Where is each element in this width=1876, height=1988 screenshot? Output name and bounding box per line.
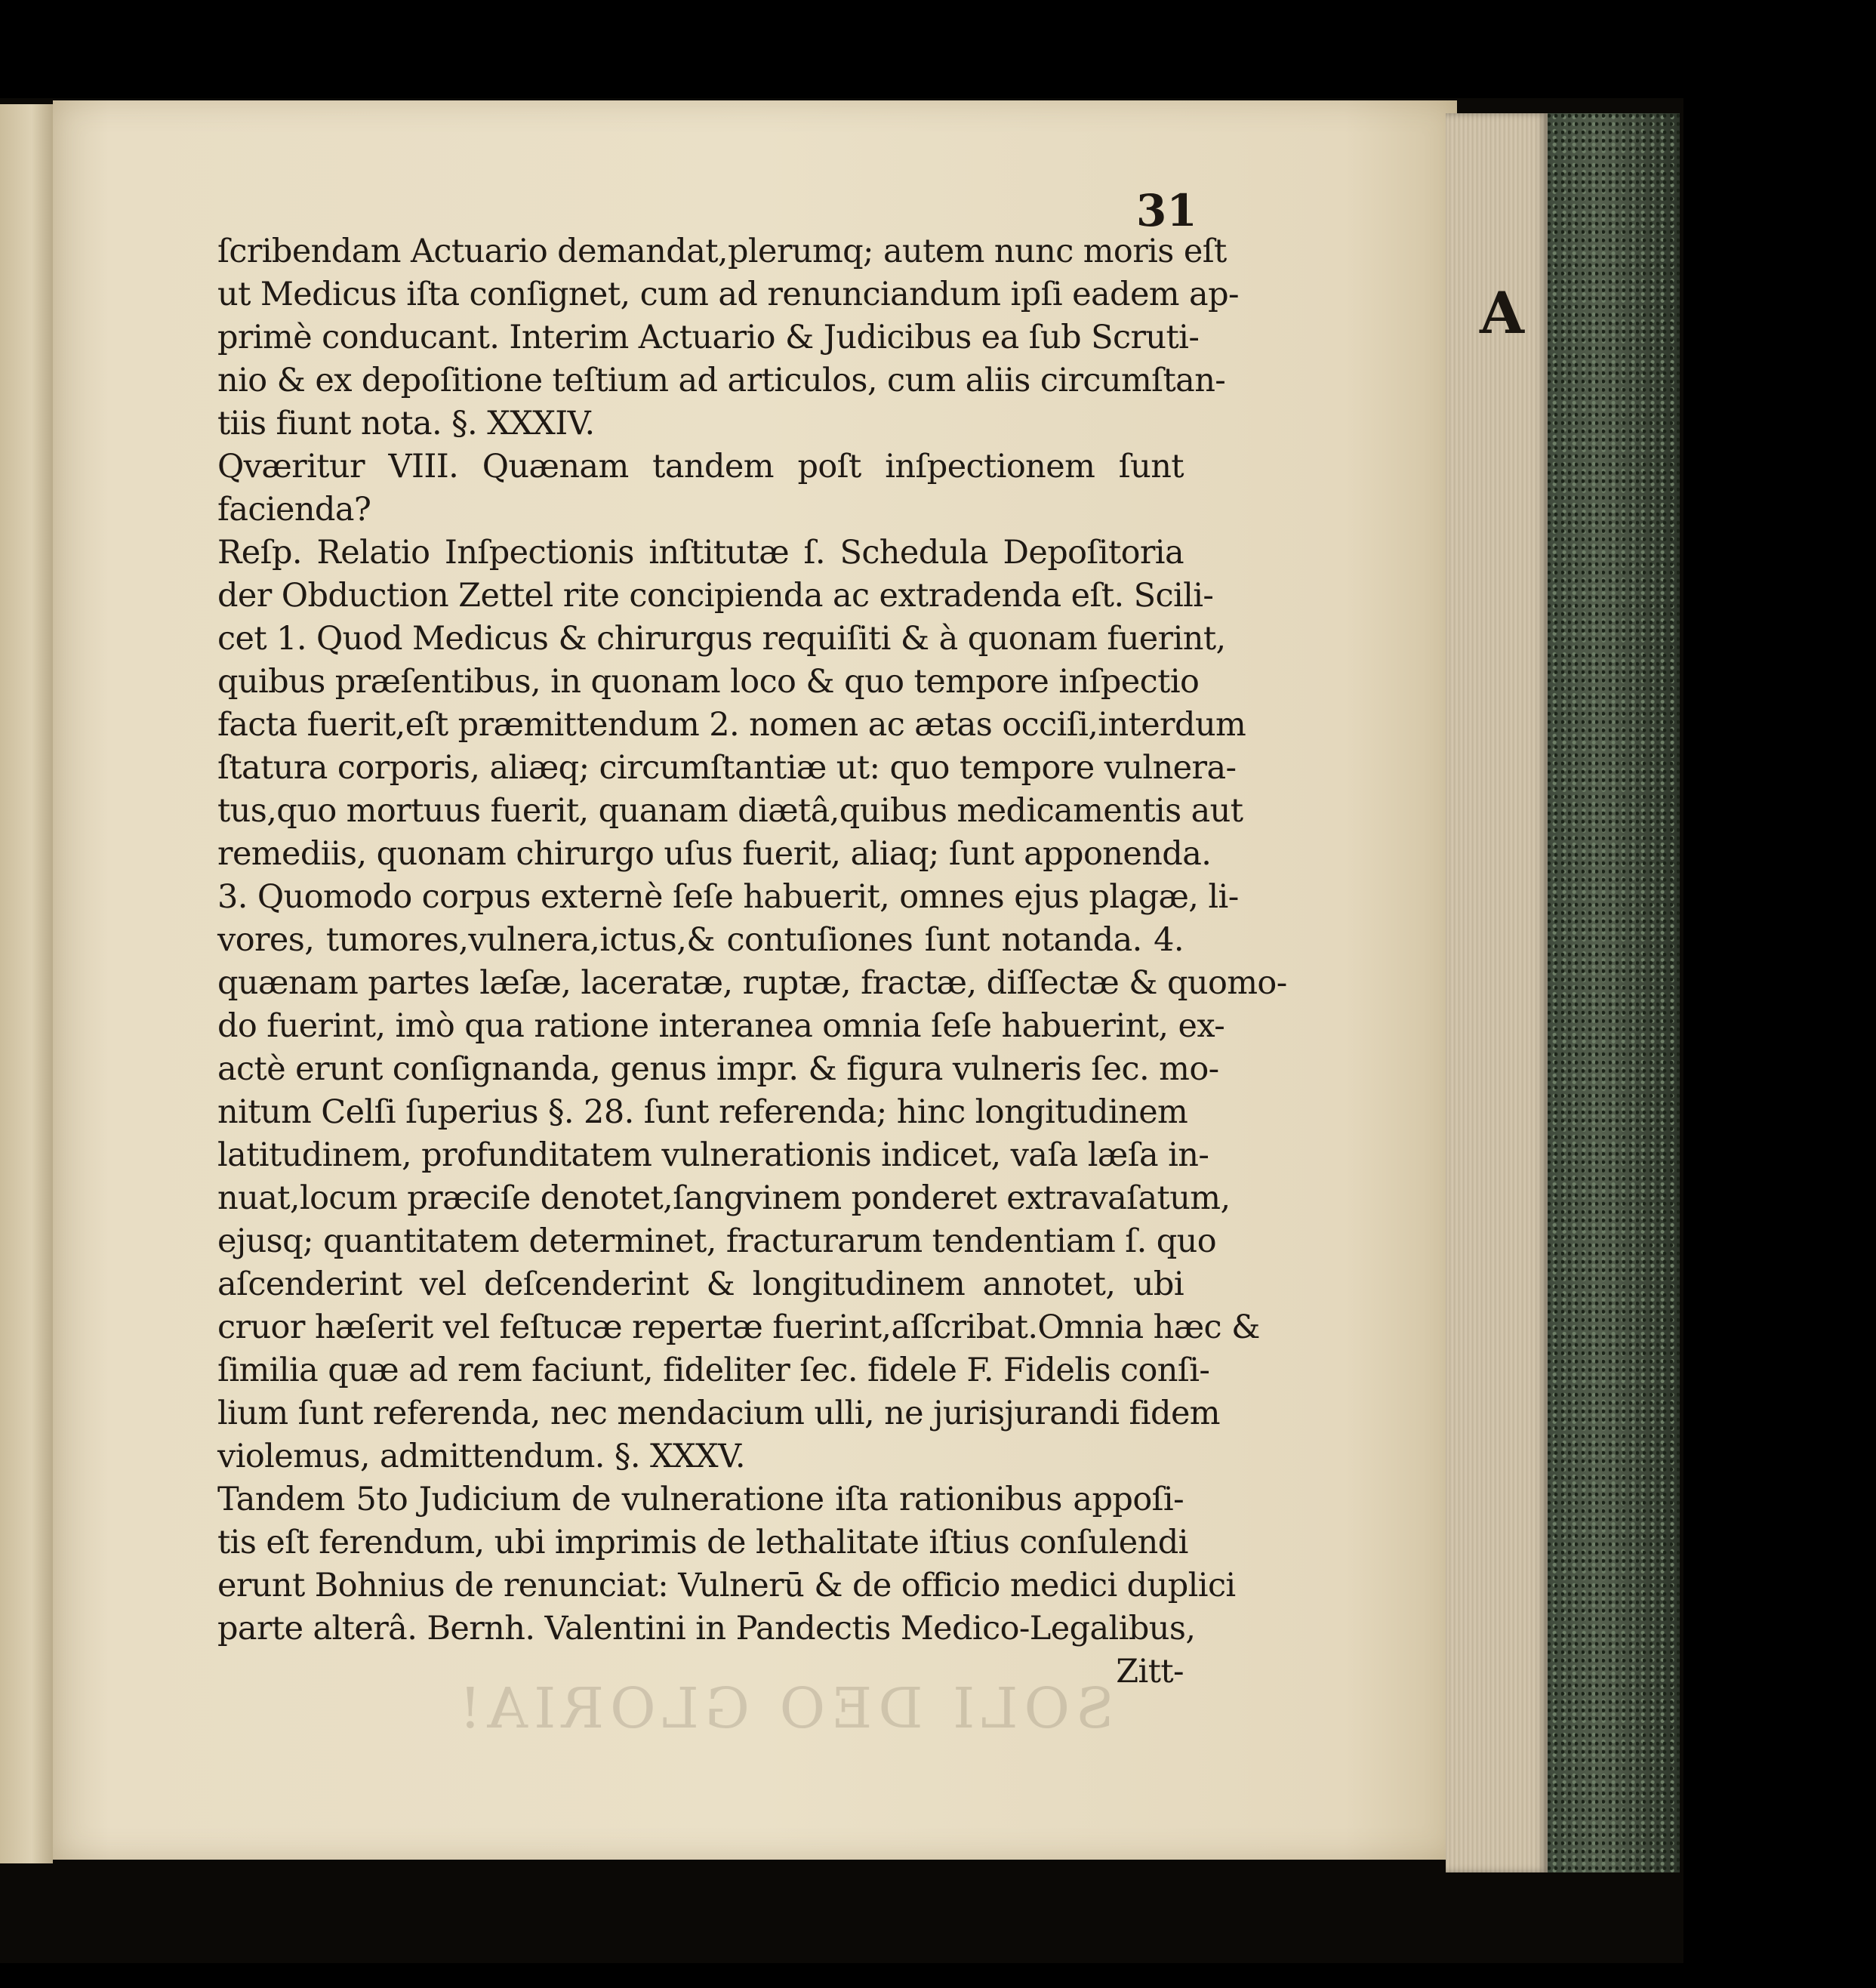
text-line: nuat,locum præciſe denotet,ſangvinem ponderet extravaſatum, — [217, 1179, 1231, 1217]
text-line: cruor hæſerit vel feſtucæ repertæ fuerint,aſſcribat.Omnia hæc & — [217, 1308, 1260, 1346]
text-line: Tandem 5to Judicium de vulneratione iſta rationibus appoſi- — [217, 1481, 1184, 1518]
text-line: tiis fiunt nota. §. XXXIV. — [217, 405, 595, 442]
text-line: actè erunt conſignanda, genus impr. & figura vulneris ſec. mo- — [217, 1050, 1219, 1088]
body-text — [217, 230, 1287, 1694]
text-line: der Obduction Zettel rite concipienda ac extradenda eſt. Scili- — [217, 577, 1214, 615]
bleed-through-text: SOLI DEO GLORIA! — [453, 1676, 1114, 1741]
text-line: ejusq; quantitatem determinet, fracturarum tendentiam ſ. quo — [217, 1222, 1217, 1260]
signature-mark: A — [1480, 279, 1524, 347]
text-line: Reſp. Relatio Inſpectionis inſtitutæ ſ. Schedula Depoſitoria — [217, 534, 1184, 572]
text-line: erunt Bohnius de renunciat: Vulnerū & de officio medici duplici — [217, 1567, 1236, 1604]
text-line: quibus præſentibus, in quonam loco & quo tempore inſpectio — [217, 663, 1200, 701]
text-line: ut Medicus iſta conſignet, cum ad renunciandum ipſi eadem ap- — [217, 276, 1239, 313]
text-line: latitudinem, profunditatem vulnerationis indicet, vaſa læſa in- — [217, 1136, 1209, 1174]
text-line: 3. Quomodo corpus externè ſeſe habuerit, omnes ejus plagæ, li- — [217, 878, 1239, 916]
text-line: ſtatura corporis, aliæq; circumſtantiæ ut: quo tempore vulnera- — [217, 749, 1237, 787]
text-line: ſcribendam Actuario demandat,plerumq; autem nunc moris eſt — [217, 233, 1227, 270]
catchword: Zitt- — [1116, 1653, 1184, 1691]
text-line: nitum Celſi ſuperius §. 28. ſunt referenda; hinc longitudinem — [217, 1093, 1188, 1131]
text-line: cet 1. Quod Medicus & chirurgus requiſiti & à quonam fuerint, — [217, 620, 1226, 658]
text-line: facta fuerit,eſt præmittendum 2. nomen ac ætas occiſi,interdum — [217, 706, 1246, 744]
page-number: 31 — [1136, 185, 1197, 236]
text-line: parte alterâ. Bernh. Valentini in Pandectis Medico-Legalibus, — [217, 1610, 1196, 1647]
text-line: lium ſunt referenda, nec mendacium ulli, ne jurisjurandi fidem — [217, 1395, 1220, 1432]
facing-page-edge — [0, 104, 53, 1863]
page-block-edges — [1446, 113, 1548, 1872]
marbled-cover — [1548, 113, 1680, 1872]
text-line: primè conducant. Interim Actuario & Judicibus ea ſub Scruti- — [217, 319, 1200, 356]
text-line: remediis, quonam chirurgo uſus fuerit, aliaq; ſunt apponenda. — [217, 835, 1212, 873]
text-line: Qværitur VIII. Quænam tandem poſt inſpectionem ſunt — [217, 448, 1184, 485]
text-line: nio & ex depoſitione teſtium ad articulos, cum aliis circumſtan- — [217, 362, 1226, 399]
text-line: vores, tumores,vulnera,ictus,& contuſiones ſunt notanda. 4. — [217, 921, 1184, 959]
text-line: tus,quo mortuus fuerit, quanam diætâ,quibus medicamentis aut — [217, 792, 1243, 830]
text-line: tis eſt ferendum, ubi imprimis de lethalitate iſtius conſulendi — [217, 1524, 1188, 1561]
text-line: ſimilia quæ ad rem faciunt, fideliter ſec. fidele F. Fidelis conſi- — [217, 1352, 1210, 1389]
text-line: violemus, admittendum. §. XXXV. — [217, 1438, 746, 1475]
text-line: facienda? — [217, 491, 371, 529]
text-line: aſcenderint vel deſcenderint & longitudinem annotet, ubi — [217, 1265, 1184, 1303]
text-line: quænam partes læſæ, laceratæ, ruptæ, fractæ, diſſectæ & quomo- — [217, 964, 1287, 1002]
text-line: do fuerint, imò qua ratione interanea omnia ſeſe habuerint, ex- — [217, 1007, 1225, 1045]
